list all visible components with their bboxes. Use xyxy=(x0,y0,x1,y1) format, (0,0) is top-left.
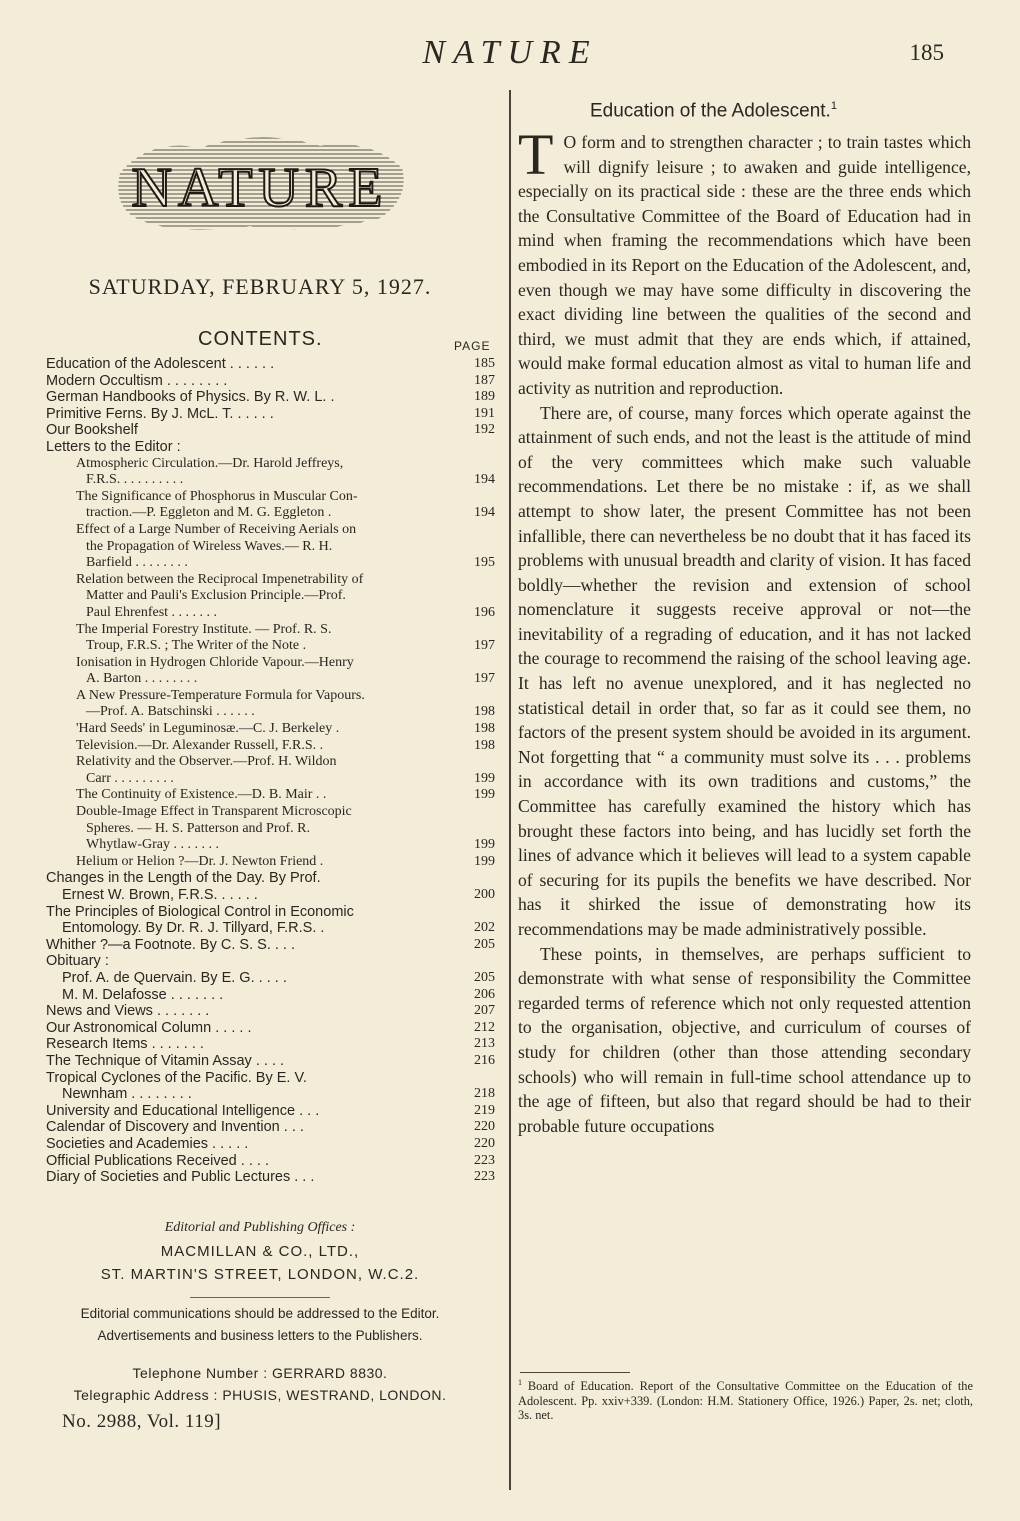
toc-entry xyxy=(46,456,497,473)
toc-entry-page: 212 xyxy=(474,1019,495,1035)
toc-entry-title: Relation between the Reciprocal Impenetrability of xyxy=(76,571,364,587)
toc-entry xyxy=(46,605,497,622)
toc-entry xyxy=(46,1003,497,1020)
toc-entry xyxy=(46,771,497,788)
toc-entry-title: Effect of a Large Number of Receiving Aerials on xyxy=(76,521,357,537)
toc-entry-title: Matter and Pauli's Exclusion Principle.—Prof. xyxy=(86,588,346,604)
toc-entry-title: Obituary : xyxy=(46,953,109,970)
contents-heading: CONTENTS. xyxy=(198,328,323,350)
drop-cap: T xyxy=(518,122,554,187)
toc-entry-title: Official Publications Received . . . . xyxy=(46,1152,269,1169)
toc-entry-title: traction.—P. Eggleton and M. G. Eggleton . xyxy=(86,505,332,521)
toc-entry-title: F.R.S. . . . . . . . . . xyxy=(86,472,184,488)
footnote: $^1$ Board of Education. Report of the Consultative Committee on the Education of the Adolescent. Pp. xxiv+339. (London: H.M. Stationery Office, 1926.) Paper, 2s. net; cloth, 3s. net. xyxy=(518,1378,973,1423)
toc-entry-page: 205 xyxy=(474,969,495,985)
toc-entry-page: 198 xyxy=(474,704,495,720)
toc-entry-title: Spheres. — H. S. Patterson and Prof. R. xyxy=(86,820,310,836)
toc-entry-title: The Imperial Forestry Institute. — Prof. R. S. xyxy=(76,621,332,637)
toc-entry-page: 199 xyxy=(474,853,495,869)
toc-entry xyxy=(46,588,497,605)
toc-entry xyxy=(46,505,497,522)
toc-entry xyxy=(46,970,497,987)
toc-entry xyxy=(46,804,497,821)
toc-entry-title: Relativity and the Observer.—Prof. H. Wildon xyxy=(76,754,337,770)
toc-entry-title: —Prof. A. Batschinski . . . . . . xyxy=(86,704,255,720)
toc-entry xyxy=(46,671,497,688)
toc-entry xyxy=(46,1053,497,1070)
toc-entry xyxy=(46,1136,497,1153)
toc-entry-page: 198 xyxy=(474,737,495,753)
toc-entry-title: Ionisation in Hydrogen Chloride Vapour.—Henry xyxy=(76,654,354,670)
toc-entry xyxy=(46,787,497,804)
toc-entry xyxy=(46,389,497,406)
toc-entry xyxy=(46,920,497,937)
toc-entry-title: Television.—Dr. Alexander Russell, F.R.S. . xyxy=(76,737,324,753)
toc-entry-title: University and Educational Intelligence . . . xyxy=(46,1102,320,1119)
nature-masthead-logo xyxy=(110,128,410,238)
toc-entry-title: Societies and Academies . . . . . xyxy=(46,1135,249,1152)
toc-entry-page: 196 xyxy=(474,604,495,620)
telephone-number: Telephone Number : GERRARD 8830. xyxy=(132,1365,388,1381)
toc-entry-title: The Technique of Vitamin Assay . . . . xyxy=(46,1052,285,1069)
toc-entry xyxy=(46,522,497,539)
toc-entry-title: Diary of Societies and Public Lectures . . . xyxy=(46,1169,315,1186)
page-column-label: PAGE xyxy=(454,339,491,353)
article-paragraph: There are, of course, many forces which operate against the attainment of such ends, and not the least is the attitude of mind of the very committees which make such valuable recommendations. Let there be no mistake : if, as we shall attempt to show later, the present Committee has not been infallible, there can nevertheless be no doubt that it has faced its problems with unusual breadth and clarity of vision. It has faced boldly—whether the revision and extension of school nomenclature it suggests receive approval or not—the inevitability of a regrading of education, and it has not lacked the courage to recommend the raising of the school leaving age. It has left no avenue unexplored, and it has neglected no statistical detail in order that, so far as it could see them, no factors of the present system should be avoided in its argument. Not forgetting that “ a community must solve its . . . problems in accordance with its own traditions and customs,” the Committee has carefully examined the history which has brought these factors into being, and has lucidly set forth the lines of advance which it believes will lead to a system capable of securing for its pupils the benefits we have described. Nor has it shirked the issue of demonstrating how its recommendations may be made administratively possible. xyxy=(518,402,971,939)
toc-entry-page: 223 xyxy=(474,1152,495,1168)
toc-entry xyxy=(46,870,497,887)
toc-entry-title: The Continuity of Existence.—D. B. Mair . . xyxy=(76,787,327,803)
toc-entry xyxy=(46,937,497,954)
toc-entry-title: Carr . . . . . . . . . xyxy=(86,770,174,786)
toc-entry xyxy=(46,572,497,589)
toc-entry-page: 195 xyxy=(474,555,495,571)
toc-entry-title: Troup, F.R.S. ; The Writer of the Note . xyxy=(86,638,307,654)
toc-entry-page: 197 xyxy=(474,671,495,687)
toc-entry xyxy=(46,1119,497,1136)
toc-entry-title: Letters to the Editor : xyxy=(46,438,181,455)
toc-entry-title: Paul Ehrenfest . . . . . . . xyxy=(86,604,218,620)
toc-entry-title: Whither ?—a Footnote. By C. S. S. . . . xyxy=(46,936,296,953)
toc-entry xyxy=(46,1036,497,1053)
toc-entry xyxy=(46,738,497,755)
column-divider xyxy=(509,90,511,1490)
toc-entry xyxy=(46,904,497,921)
toc-entry xyxy=(46,1103,497,1120)
toc-entry-page: 199 xyxy=(474,770,495,786)
toc-entry-title: the Propagation of Wireless Waves.— R. H. xyxy=(86,538,333,554)
running-head xyxy=(0,32,1020,72)
toc-entry xyxy=(46,1070,497,1087)
article-paragraph: T O form and to strengthen character ; to train tastes which will dignify leisure ; to awaken and guide intelligence, especially on its practical side : these are the three ends which the Consultative Committee of the Board of Education had in mind when framing the recommendations which have been embodied in its Report on the Education of the Adolescent, and, even though we may have some difficulty in discovering the exact dividing line between the qualities of the second and third, we must admit that they are ends which, if attained, would make formal education almost as vital to human life and activity as nutrition and reproduction. xyxy=(518,122,971,398)
toc-entry-page: 207 xyxy=(474,1003,495,1019)
toc-entry xyxy=(46,1086,497,1103)
toc-entry xyxy=(46,356,497,373)
toc-entry xyxy=(46,721,497,738)
toc-entry-title: The Principles of Biological Control in Economic xyxy=(46,903,354,920)
toc-entry-title: Double-Image Effect in Transparent Microscopic xyxy=(76,804,352,820)
toc-entry-title: Ernest W. Brown, F.R.S. . . . . . xyxy=(62,887,258,903)
table-of-contents xyxy=(46,356,497,1186)
toc-entry xyxy=(46,422,497,439)
toc-entry-page: 220 xyxy=(474,1135,495,1151)
toc-entry-page: 191 xyxy=(474,405,495,421)
toc-entry xyxy=(46,472,497,489)
footnote-rule xyxy=(520,1372,630,1373)
toc-entry-title: Entomology. By Dr. R. J. Tillyard, F.R.S. . xyxy=(62,920,325,937)
toc-entry-title: Our Astronomical Column . . . . . xyxy=(46,1019,252,1036)
toc-entry-title: Calendar of Discovery and Invention . . . xyxy=(46,1119,304,1136)
toc-entry xyxy=(46,1020,497,1037)
toc-entry-page: 223 xyxy=(474,1169,495,1185)
toc-entry-page: 198 xyxy=(474,721,495,737)
toc-entry xyxy=(46,837,497,854)
toc-entry-page: 187 xyxy=(474,372,495,388)
toc-entry-title: 'Hard Seeds' in Leguminosæ.—C. J. Berkeley . xyxy=(76,721,340,737)
toc-entry xyxy=(46,622,497,639)
publisher-name: MACMILLAN & CO., LTD., xyxy=(160,1243,360,1260)
toc-entry xyxy=(46,1169,497,1186)
toc-entry-title: German Handbooks of Physics. By R. W. L. . xyxy=(46,389,335,406)
toc-entry xyxy=(46,439,497,456)
toc-entry-page: 197 xyxy=(474,638,495,654)
toc-entry-page: 200 xyxy=(474,887,495,902)
publisher-address: ST. MARTIN'S STREET, LONDON, W.C.2. xyxy=(100,1266,420,1283)
toc-entry-title: Modern Occultism . . . . . . . . xyxy=(46,372,228,389)
toc-entry-title: Education of the Adolescent . . . . . . xyxy=(46,356,275,372)
toc-entry-page: 199 xyxy=(474,837,495,853)
toc-entry-title: Changes in the Length of the Day. By Prof. xyxy=(46,870,321,887)
toc-entry-page: 194 xyxy=(474,505,495,521)
toc-entry-title: Helium or Helion ?—Dr. J. Newton Friend . xyxy=(76,853,324,869)
issue-date: SATURDAY, FEBRUARY 5, 1927. xyxy=(88,274,432,299)
toc-entry-page: 206 xyxy=(474,986,495,1002)
divider xyxy=(190,1297,330,1298)
toc-entry xyxy=(46,688,497,705)
toc-entry-page: 194 xyxy=(474,472,495,488)
toc-entry-title: Our Bookshelf xyxy=(46,422,138,439)
toc-entry xyxy=(46,489,497,506)
toc-entry-title: The Significance of Phosphorus in Muscular Con- xyxy=(76,488,358,504)
toc-entry xyxy=(46,406,497,423)
article-paragraph: These points, in themselves, are perhaps sufficient to demonstrate with what sense of responsibility the Committee regarded terms of reference which not only requested attention to the organisation, objective, and curriculum of courses of study for children (other than those attending secondary schools) who will remain in full-time school attendance up to the age of fifteen, but also that regard should be had to their probable future occupations xyxy=(518,943,971,1136)
toc-entry-page: 185 xyxy=(474,356,495,371)
toc-entry-title: M. M. Delafosse . . . . . . . xyxy=(62,986,224,1003)
article-body xyxy=(518,122,971,1138)
toc-entry xyxy=(46,539,497,556)
advertisement-note: Advertisements and business letters to the Publishers. xyxy=(97,1328,423,1343)
toc-entry xyxy=(46,704,497,721)
toc-entry xyxy=(46,953,497,970)
toc-entry-page: 189 xyxy=(474,389,495,405)
toc-entry xyxy=(46,987,497,1004)
toc-entry xyxy=(46,638,497,655)
toc-entry-title: Primitive Ferns. By J. McL. T. . . . . . xyxy=(46,405,274,422)
toc-entry-title: Atmospheric Circulation.—Dr. Harold Jeffreys, xyxy=(76,455,344,471)
toc-entry xyxy=(46,655,497,672)
toc-entry-title: Whytlaw-Gray . . . . . . . xyxy=(86,837,219,853)
editorial-note: Editorial communications should be addressed to the Editor. xyxy=(80,1306,440,1321)
toc-entry xyxy=(46,854,497,871)
journal-title: NATURE xyxy=(422,34,598,71)
toc-entry-title: A. Barton . . . . . . . . xyxy=(86,671,198,687)
toc-entry xyxy=(46,887,497,904)
toc-entry-title: Research Items . . . . . . . xyxy=(46,1036,204,1053)
toc-entry-title: Prof. A. de Quervain. By E. G. . . . . xyxy=(62,969,287,986)
toc-entry-title: Barfield . . . . . . . . xyxy=(86,555,188,571)
toc-entry-page: 205 xyxy=(474,936,495,952)
footnote-ref: 1 xyxy=(830,100,837,112)
toc-entry-page: 202 xyxy=(474,920,495,936)
toc-entry-title: A New Pressure-Temperature Formula for Vapours. xyxy=(76,687,365,703)
toc-entry-page: 219 xyxy=(474,1102,495,1118)
toc-entry xyxy=(46,821,497,838)
issue-number: No. 2988, Vol. 119] xyxy=(62,1411,222,1432)
toc-entry-page: 216 xyxy=(474,1052,495,1068)
toc-entry-title: News and Views . . . . . . . xyxy=(46,1003,210,1020)
toc-entry-page: 213 xyxy=(474,1036,495,1052)
masthead-text: NATURE xyxy=(131,157,389,219)
toc-entry-title: Newnham . . . . . . . . xyxy=(62,1086,192,1103)
toc-entry xyxy=(46,555,497,572)
toc-entry-title: Tropical Cyclones of the Pacific. By E. V. xyxy=(46,1069,307,1086)
toc-entry xyxy=(46,1153,497,1170)
toc-entry-page: 218 xyxy=(474,1086,495,1102)
article-title: Education of the Adolescent.$^1$ xyxy=(590,100,837,122)
toc-entry xyxy=(46,373,497,390)
telegraphic-address: Telegraphic Address : PHUSIS, WESTRAND, LONDON. xyxy=(73,1387,447,1403)
toc-entry-page: 220 xyxy=(474,1119,495,1135)
page-number: 185 xyxy=(909,40,944,65)
toc-entry xyxy=(46,754,497,771)
toc-entry-page: 199 xyxy=(474,787,495,803)
toc-entry-page: 192 xyxy=(474,422,495,438)
offices-label: Editorial and Publishing Offices : xyxy=(164,1220,356,1235)
